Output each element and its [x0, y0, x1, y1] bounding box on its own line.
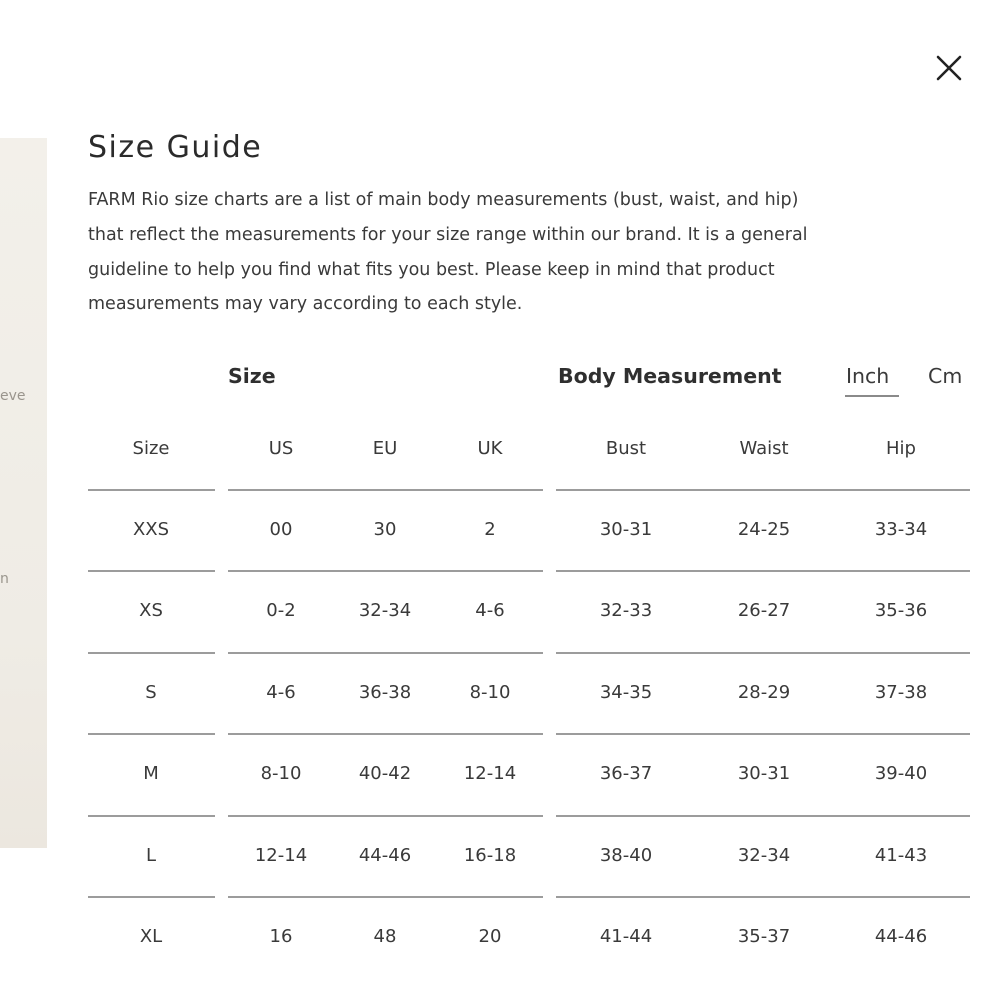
row-divider: [88, 896, 215, 898]
size-guide-description: [88, 183, 958, 322]
table-cell-waist: 24-25: [737, 519, 791, 540]
table-cell-eu: 48: [373, 926, 397, 947]
section-heading-size: Size: [228, 364, 276, 388]
table-cell-waist: 26-27: [737, 600, 791, 621]
table-cell-us: 00: [269, 519, 293, 540]
table-cell-waist: 35-37: [737, 926, 791, 947]
table-cell-us: 16: [269, 926, 293, 947]
table-cell-eu: 40-42: [358, 763, 412, 784]
row-divider: [228, 733, 543, 735]
row-divider: [228, 489, 543, 491]
table-cell-bust: 32-33: [599, 600, 653, 621]
table-cell-eu: 30: [373, 519, 397, 540]
table-cell-waist: 28-29: [737, 682, 791, 703]
description-line: that reflect the measurements for your size range within our brand. It is a general: [88, 224, 808, 245]
background-text-fragment: n: [0, 571, 9, 587]
column-header-size: Size: [132, 438, 170, 459]
row-divider: [88, 489, 215, 491]
row-divider: [556, 489, 970, 491]
close-button[interactable]: [931, 50, 967, 86]
background-text-fragment: eve: [0, 388, 26, 404]
row-divider: [228, 896, 543, 898]
table-cell-us: 8-10: [260, 763, 302, 784]
table-cell-us: 4-6: [266, 682, 296, 703]
column-header-us: US: [268, 438, 294, 459]
table-cell-size: XL: [139, 926, 163, 947]
table-cell-uk: 20: [478, 926, 502, 947]
table-cell-eu: 36-38: [358, 682, 412, 703]
row-divider: [88, 652, 215, 654]
column-header-uk: UK: [477, 438, 503, 459]
row-divider: [556, 570, 970, 572]
table-cell-bust: 36-37: [599, 763, 653, 784]
row-divider: [556, 815, 970, 817]
table-cell-size: L: [145, 845, 157, 866]
table-cell-size: XS: [139, 600, 163, 621]
table-cell-hip: 33-34: [874, 519, 928, 540]
row-divider: [556, 733, 970, 735]
table-cell-size: M: [143, 763, 159, 784]
table-cell-size: S: [145, 682, 157, 703]
table-cell-bust: 41-44: [599, 926, 653, 947]
column-header-bust: Bust: [605, 438, 647, 459]
row-divider: [88, 570, 215, 572]
table-cell-hip: 37-38: [874, 682, 928, 703]
modal-title: Size Guide: [88, 130, 263, 165]
row-divider: [228, 815, 543, 817]
table-cell-eu: 44-46: [358, 845, 412, 866]
table-cell-waist: 30-31: [737, 763, 791, 784]
table-cell-uk: 2: [484, 519, 496, 540]
table-cell-hip: 44-46: [874, 926, 928, 947]
table-cell-eu: 32-34: [358, 600, 412, 621]
section-heading-body-measurement: Body Measurement: [558, 364, 782, 388]
table-cell-uk: 4-6: [475, 600, 505, 621]
background-product-panel: [0, 138, 47, 848]
table-cell-us: 12-14: [254, 845, 308, 866]
table-cell-waist: 32-34: [737, 845, 791, 866]
row-divider: [88, 815, 215, 817]
table-cell-hip: 39-40: [874, 763, 928, 784]
table-cell-hip: 35-36: [874, 600, 928, 621]
row-divider: [88, 733, 215, 735]
table-cell-us: 0-2: [266, 600, 296, 621]
description-line: FARM Rio size charts are a list of main body measurements (bust, waist, and hip): [88, 190, 799, 210]
table-cell-bust: 38-40: [599, 845, 653, 866]
table-cell-hip: 41-43: [874, 845, 928, 866]
unit-toggle-cm[interactable]: Cm: [928, 364, 963, 388]
table-cell-uk: 8-10: [469, 682, 511, 703]
description-line: guideline to help you find what fits you best. Please keep in mind that product: [88, 259, 775, 280]
description-line: measurements may vary according to each style.: [88, 294, 523, 315]
unit-selected-indicator: [845, 395, 899, 397]
table-cell-uk: 16-18: [463, 845, 517, 866]
unit-toggle-inch[interactable]: Inch: [846, 364, 890, 388]
row-divider: [556, 652, 970, 654]
row-divider: [228, 570, 543, 572]
row-divider: [228, 652, 543, 654]
close-icon: [931, 50, 967, 86]
table-cell-bust: 34-35: [599, 682, 653, 703]
row-divider: [556, 896, 970, 898]
column-header-hip: Hip: [886, 438, 916, 459]
column-header-eu: EU: [372, 438, 398, 459]
table-cell-uk: 12-14: [463, 763, 517, 784]
table-cell-size: XXS: [132, 519, 170, 540]
column-header-waist: Waist: [739, 438, 789, 459]
table-cell-bust: 30-31: [599, 519, 653, 540]
